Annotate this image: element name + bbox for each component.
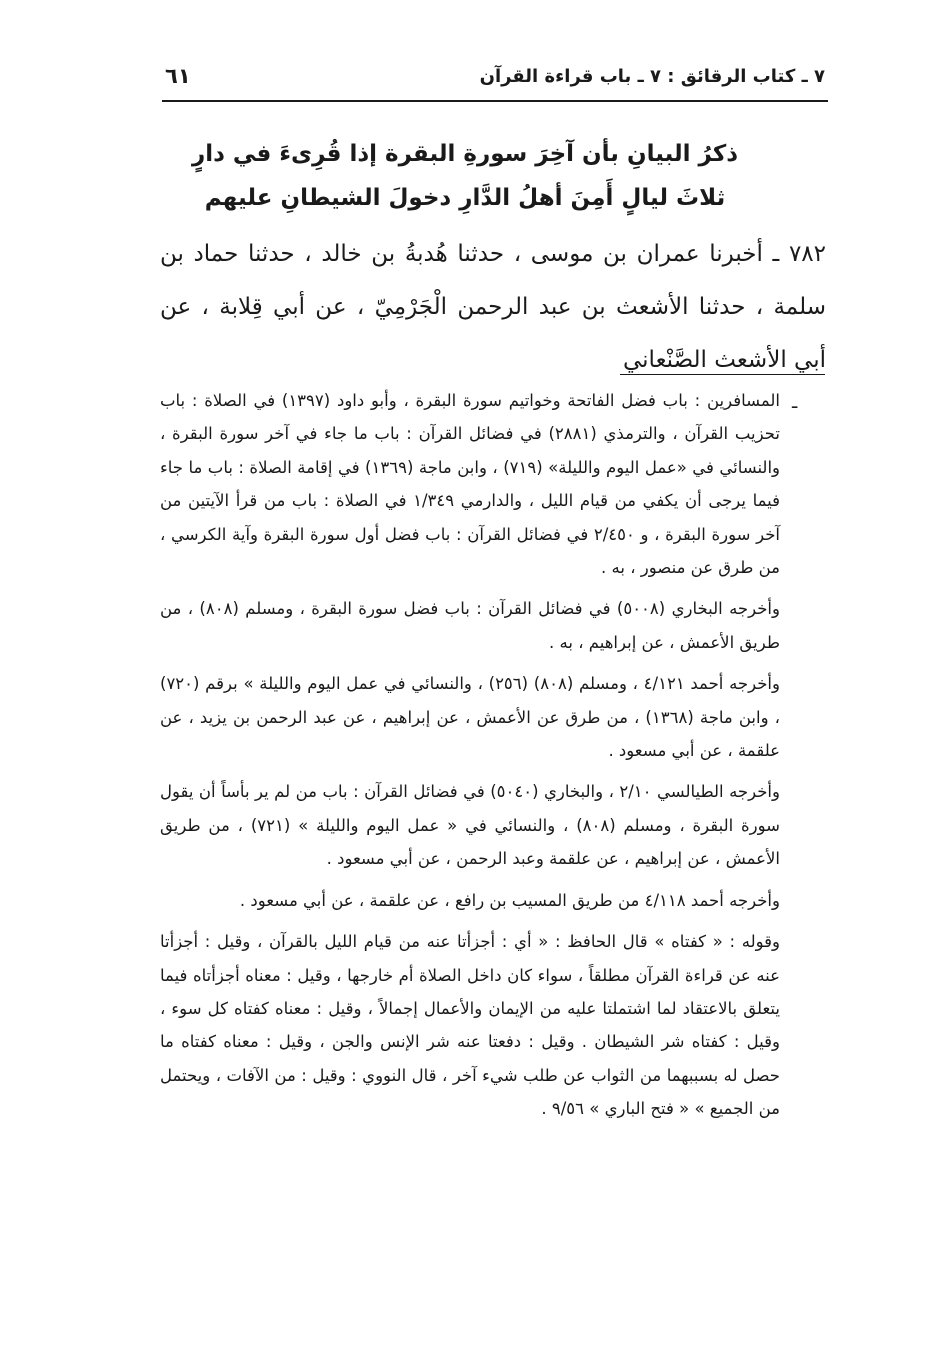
page-number: ٦١: [165, 64, 191, 88]
header-rule: [162, 100, 828, 102]
footnote-paragraph: وقوله : « كفتاه » قال الحافظ : « أي : أجزأتا عنه من قيام الليل بالقرآن ، وقيل : أجزأتا عنه عن قراءة القرآن مطلقاً ، سواء كان داخل الصلاة أم خارجها ، وقيل : معناه أجزأتاه فيما يتعلق بالاعتقاد لما اشتملتا عليه من الإيمان والأعمال إجمالاً ، وقيل : معناه كفتاه كل سوء ، وقيل : كفتاه شر الشيطان . وقيل : دفعتا عنه شر الإنس والجن ، وقيل : معناه كفتاه ما حصل له بسببهما من الثواب عن طلب شيء آخر ، قال النووي : وقيل : من الآفات ، ويحتمل من الجميع » « فتح الباري » ٩/٥٦ .: [160, 932, 780, 1119]
chapter-title-line-1: ذكرُ البيانِ بأن آخِرَ سورةِ البقرة إذا قُرِىءَ في دارٍ: [191, 141, 739, 167]
footnote-paragraph: وأخرجه الطيالسي ٢/١٠ ، والبخاري (٥٠٤٠) في فضائل القرآن : باب من لم ير بأساً أن يقول سورة البقرة ، ومسلم (٨٠٨) ، والنسائي في « عمل اليوم والليلة » (٧٢١) ، من طريق الأعمش ، عن إبراهيم ، عن علقمة وعبد الرحمن ، عن أبي مسعود .: [160, 782, 780, 869]
footnote-paragraph: وأخرجه أحمد ٤/١٢١ ، ومسلم (٨٠٨) (٢٥٦) ، والنسائي في عمل اليوم والليلة » برقم (٧٢٠) ، وابن ماجة (١٣٦٨) ، من طرق عن الأعمش ، عن إبراهيم ، عن عبد الرحمن بن يزيد ، عن علقمة ، عن أبي مسعود .: [160, 674, 780, 761]
chapter-title-line-2: ثلاثَ ليالٍ أَمِنَ أهلُ الدَّارِ دخولَ الشيطانِ عليهم: [204, 185, 726, 211]
footnote-continuation-dash: ـ: [792, 392, 798, 413]
footnote-paragraph: وأخرجه أحمد ٤/١١٨ من طريق المسيب بن رافع ، عن علقمة ، عن أبي مسعود .: [239, 890, 780, 910]
hadith-text: ٧٨٢ ـ أخبرنا عمران بن موسى ، حدثنا هُدبةُ بن خالد ، حدثنا حماد بن سلمة ، حدثنا الأشعث بن عبد الرحمن الْجَرْمِيّ ، عن أبي قِلابة ، عن أبي الأشعث الصَّنْعاني: [160, 241, 826, 373]
running-header: [165, 62, 825, 102]
footnotes: [160, 384, 780, 1134]
footnote-separator: [620, 374, 825, 375]
chapter-title: [180, 132, 750, 220]
footnote-paragraph: وأخرجه البخاري (٥٠٠٨) في فضائل القرآن : باب فضل سورة البقرة ، ومسلم (٨٠٨) ، من طريق الأعمش ، عن إبراهيم ، به .: [160, 599, 780, 652]
header-title: ٧ ـ كتاب الرقائق : ٧ ـ باب قراءة القرآن: [479, 66, 825, 87]
footnote-paragraph: المسافرين : باب فضل الفاتحة وخواتيم سورة البقرة ، وأبو داود (١٣٩٧) في الصلاة : باب تحزيب القرآن ، والترمذي (٢٨٨١) في فضائل القرآن : باب ما جاء في آخر سورة البقرة ، والنسائي في «عمل اليوم والليلة» (٧١٩) ، وابن ماجة (١٣٦٩) في إقامة الصلاة : باب ما جاء فيما يرجى أن يكفي من قيام الليل ، والدارمي ١/٣٤٩ في الصلاة : باب من قرأ الآيتين من آخر سورة البقرة ، و ٢/٤٥٠ في فضائل القرآن : باب فضل أول سورة البقرة وآية الكرسي ، من طرق عن منصور ، به .: [160, 391, 781, 578]
